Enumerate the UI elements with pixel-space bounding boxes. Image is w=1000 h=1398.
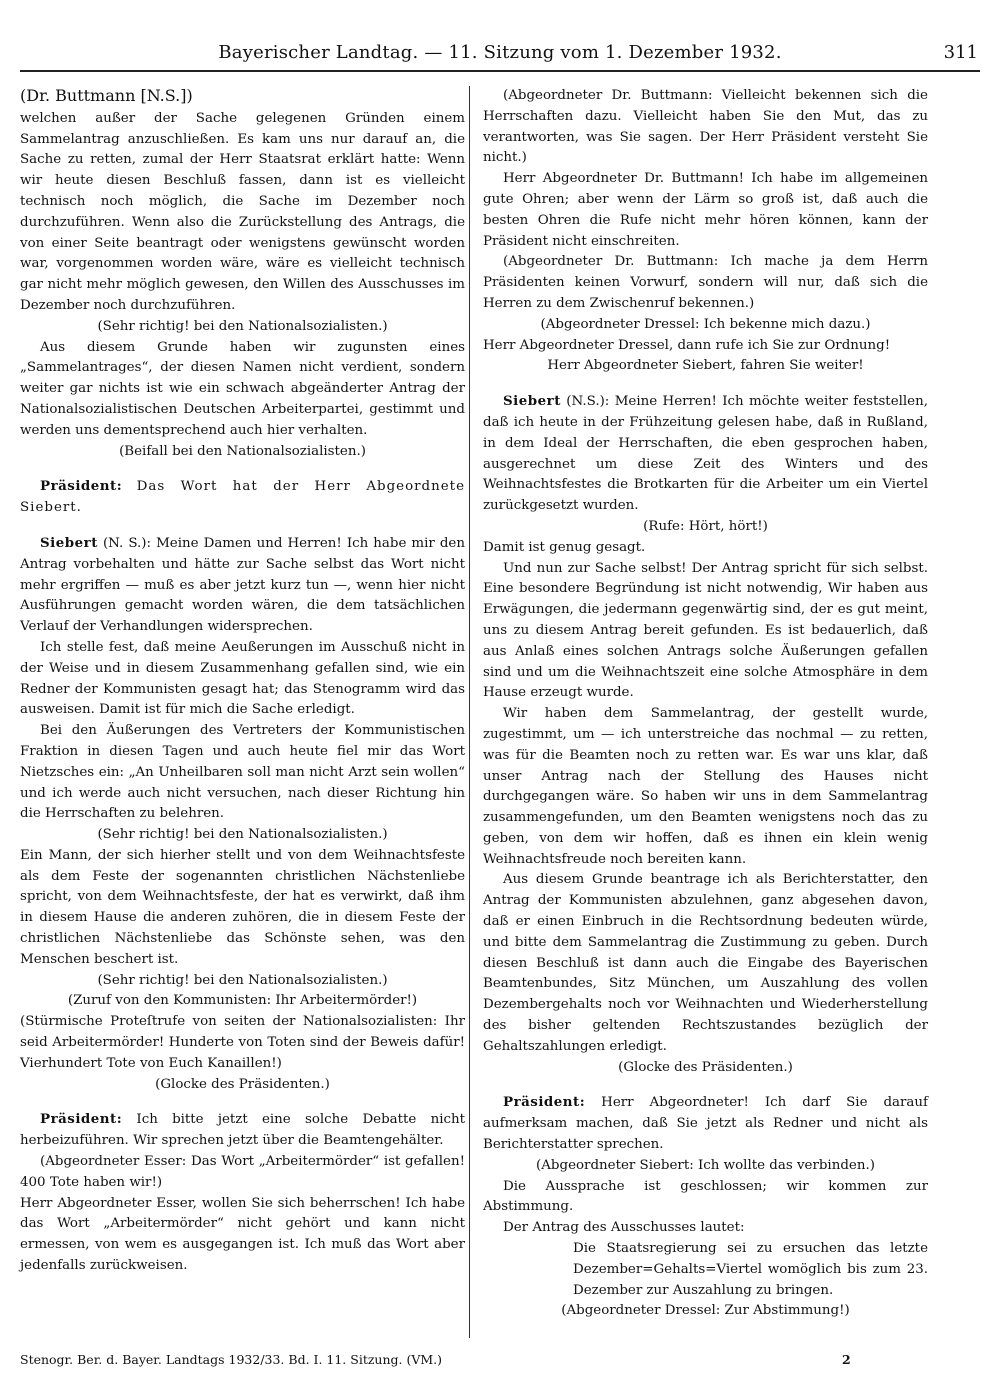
speech-siebert <box>483 391 928 517</box>
speech-text: Ich bitte jetzt eine solche Debatte nicht herbeizuführen. Wir sprechen jetzt über die Beamtengehälter. <box>20 1112 465 1149</box>
speech-president <box>20 1109 465 1152</box>
speaker-name: Präsident: <box>503 1094 586 1111</box>
footer-citation: Stenogr. Ber. d. Bayer. Landtags 1932/33. Bd. I. 11. Sitzung. (VM.) <box>20 1352 443 1367</box>
interjection: (Sehr richtig! bei den Nationalsozialisten.) <box>97 972 388 988</box>
paragraph: Und nun zur Sache selbst! Der Antrag spricht für sich selbst. Eine besondere Begründung ist nicht notwendig, Wir haben aus Erwägungen, die jedermann gegenwärtig sind, der es gut meint, uns zu diesem Antrag bereit gefunden. Es ist bedauerlich, daß aus Anlaß eines solchen Antrags solche Äußerungen gefallen sind und um die Weihnachtszeit eine solche Atmosphäre in dem Hause erzeugt wurde. <box>483 560 928 701</box>
interjection: (Abgeordneter Dressel: Ich bekenne mich dazu.) <box>540 316 871 332</box>
paragraph: Aus diesem Grunde beantrage ich als Berichterstatter, den Antrag der Kommunisten abzulehnen, ganz abgesehen davon, daß er einen Einbruch in die Rechtsordnung bedeuten würde, und bitte dem Sammelantrag die Zustimmung zu geben. Durch diesen Beschluß ist dann auch die Eingabe des Bayerischen Beamtenbundes, Sitz München, um Auszahlung des vollen Dezembergehalts noch vor Weihnachten und Wiederherstellung des bisher geltenden Rechtszustandes bezüglich der Gehaltszahlungen erledigt. <box>483 872 928 1054</box>
interjection: (Abgeordneter Dr. Buttmann: Vielleicht bekennen sich die Herrschaften dazu. Vielleicht haben Sie den Mut, das zu verantworten, was Sie sagen. Der Herr Präsident versteht Sie nicht.) <box>483 88 928 166</box>
paragraph: Damit ist genug gesagt. <box>483 539 646 555</box>
speech-text: Das Wort hat der Herr Abgeordnete Siebert. <box>20 479 465 516</box>
speech-text: Herr Abgeordneter! Ich darf Sie darauf aufmerksam machen, daß Sie jetzt als Redner und nicht als Berichterstatter sprechen. <box>483 1095 928 1153</box>
speech-president <box>483 1092 928 1155</box>
speaker-party: (N.S.): <box>566 394 610 410</box>
paragraph: Ich stelle fest, daß meine Aeußerungen im Ausschuß nicht in der Weise und in diesem Zusammenhang gefallen sind, wie ein Redner der Kommunisten gesagt hat; das Stenogramm wird das ausweisen. Damit ist für mich die Sache erledigt. <box>20 639 465 718</box>
column-divider <box>469 86 470 1338</box>
interjection: (Abgeordneter Dr. Buttmann: Ich mache ja dem Herrn Präsidenten keinen Vorwurf, sondern will nur, daß sich die Herren zu dem Zwischenruf bekennen.) <box>483 254 928 311</box>
paragraph: Herr Abgeordneter Dr. Buttmann! Ich habe im allgemeinen gute Ohren; aber wenn der Lärm so groß ist, daß auch die besten Ohren die Rufe nicht mehr hören können, kann der Präsident nicht einschreiten. <box>483 171 928 249</box>
signature-mark: 2 <box>842 1352 851 1367</box>
paragraph: Aus diesem Grunde haben wir zugunsten eines „Sammelantrages“, der diesen Namen nicht verdient, sondern weiter gar nichts ist wie ein schwach abgeänderter Antrag der Nationalsozialistischen Deutschen Arbeiterpartei, gestimmt und werden uns dementsprechend auch hier verhalten. <box>20 339 465 438</box>
speech-siebert <box>20 533 465 638</box>
speaker-name: Siebert <box>503 393 561 410</box>
speech-text: Meine Herren! Ich möchte weiter feststellen, daß ich heute in der Frühzeitung gelesen habe, daß in Rußland, in dem Ideal der Herrschaften, die eben gesprochen haben, ausgerechnet um diese Zeit des Winters und des Weihnachtsfestes die Brotkarten für die Arbeiter um ein Viertel zurückgesetzt wurden. <box>483 394 928 514</box>
page-footer <box>20 1352 980 1374</box>
interjection: (Abgeordneter Siebert: Ich wollte das verbinden.) <box>536 1157 875 1173</box>
paragraph: Die Aussprache ist geschlossen; wir kommen zur Abstimmung. <box>483 1178 928 1215</box>
page-number: 311 <box>943 42 978 63</box>
left-column <box>20 86 465 1277</box>
motion-quote: Die Staatsregierung sei zu ersuchen das letzte Dezember=Gehalts=Viertel womöglich bis zum 23. Dezember zur Auszahlung zu bringen. <box>573 1241 928 1298</box>
paragraph: Ein Mann, der sich hierher stellt und von dem Weihnachtsfeste als dem Feste der sogenannten christlichen Nächstenliebe spricht, von dem Weihnachtsfeste, der hat es verwirkt, daß ihm in diesem Hause die anderen zuhören, die in diesem Feste der christlichen Nächstenliebe das Schönste sehen, was den Menschen beschert ist. <box>20 847 465 967</box>
page-header <box>20 40 980 72</box>
speaker-name: Siebert <box>40 534 98 551</box>
paragraph: Herr Abgeordneter Dressel, dann rufe ich Sie zur Ordnung! <box>483 337 891 353</box>
speaker-name: Präsident: <box>40 1111 123 1128</box>
interjection: (Rufe: Hört, hört!) <box>643 518 768 534</box>
interjection: (Glocke des Präsidenten.) <box>155 1076 330 1092</box>
interjection: (Sehr richtig! bei den Nationalsozialisten.) <box>97 318 388 334</box>
paragraph: Herr Abgeordneter Siebert, fahren Sie weiter! <box>547 358 864 374</box>
speaker-party: (N. S.): <box>102 535 152 551</box>
paragraph: welchen außer der Sache gelegenen Gründen einem Sammelantrag anzuschließen. Es kam uns nur darauf an, die Sache zu retten, zumal der Herr Staatsrat erklärt hatte: Wenn wir heute diesen Beschluß fassen, dann ist es vielleicht technisch noch möglich, die Sache im Dezember noch durchzuführen. Wenn also die Zurückstellung des Antrags, die von einer Seite beantragt oder wenigstens gewünscht worden war, vorgenommen worden wäre, wäre es vielleicht technisch gar nicht mehr möglich gewesen, den Willen des Ausschusses im Dezember noch durchzuführen. <box>20 110 465 313</box>
paragraph: Wir haben dem Sammelantrag, der gestellt wurde, zugestimmt, um — ich unterstreiche das nochmal — zu retten, was für die Beamten noch zu retten war. Es war uns klar, daß unser Antrag nach der Stellung des Hauses nicht durchgegangen wäre. So haben wir uns in dem Sammelantrag zusammengefunden, um den Beamten wenigstens noch das zu geben, von dem wir hoffen, daß es ihnen ein klein wenig Weihnachtsfreude noch bereiten kann. <box>483 706 928 867</box>
paragraph: Der Antrag des Ausschusses lautet: <box>503 1220 745 1236</box>
paragraph: Bei den Äußerungen des Vertreters der Kommunistischen Fraktion in diesen Tagen und auch heute fiel mir das Wort Nietzsches ein: „An Unheilbaren soll man nicht Arzt sein wollen“ und ich werde auch nicht versuchen, nach dieser Richtung hin die Herrschaften zu belehren. <box>20 723 465 822</box>
interjection: (Beifall bei den Nationalsozialisten.) <box>119 443 366 459</box>
interjection: (Abgeordneter Esser: Das Wort „Arbeitermörder“ ist gefallen! 400 Tote haben wir!) <box>20 1154 465 1190</box>
speech-text: Meine Damen und Herren! Ich habe mir den Antrag vorbehalten und hätte zur Sache selbst das Wort nicht mehr ergriffen — muß es aber jetzt kurz tun —, wenn hier nicht Ausführungen gemacht worden wären, die dem tatsächlichen Verlauf der Verhandlungen widersprechen. <box>20 535 465 635</box>
interjection: (Abgeordneter Dressel: Zur Abstimmung!) <box>561 1303 850 1319</box>
paragraph: Herr Abgeordneter Esser, wollen Sie sich beherrschen! Ich habe das Wort „Arbeitermörder“ nicht gehört und kann nicht ermessen, von wem es ausgegangen ist. Ich muß das Wort aber jedenfalls zurückweisen. <box>20 1195 465 1274</box>
interjection: (Zuruf von den Kommunisten: Ihr Arbeitermörder!) <box>67 993 418 1009</box>
running-speaker: (Dr. Buttmann [N.S.]) <box>20 86 193 105</box>
interjection: (Sehr richtig! bei den Nationalsozialisten.) <box>97 827 388 843</box>
interjection: (Stürmische Proteſtrufe von seiten der Nationalsozialisten: Ihr seid Arbeitermörder! Hunderte von Toten sind der Beweis dafür! Vierhundert Tote von Euch Kanaillen!) <box>20 1014 465 1071</box>
speech-president <box>20 476 465 519</box>
right-column <box>483 86 928 1322</box>
running-title: Bayerischer Landtag. — 11. Sitzung vom 1. Dezember 1932. <box>218 42 782 63</box>
interjection: (Glocke des Präsidenten.) <box>618 1059 793 1075</box>
speaker-name: Präsident: <box>40 478 123 495</box>
